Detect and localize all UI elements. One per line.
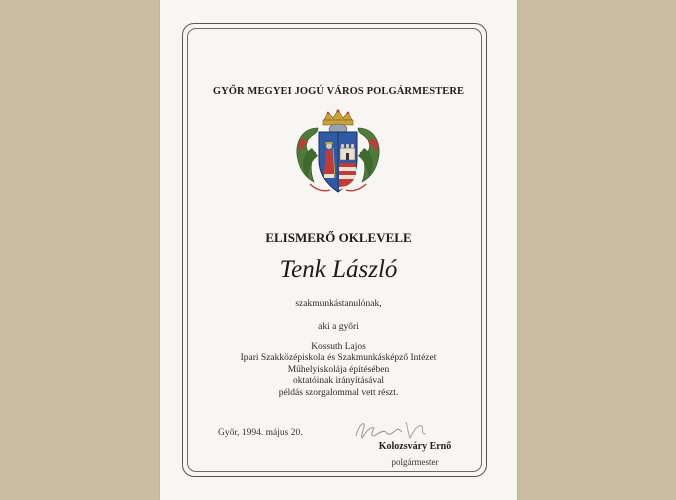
signer-name: Kolozsváry Ernő — [378, 441, 452, 452]
body-line: oktatóinak irányításával — [292, 376, 384, 386]
handwritten-signature — [350, 414, 440, 444]
body-line: aki a győri — [318, 322, 359, 332]
city-coat-of-arms — [288, 108, 388, 196]
signer-title: polgármester — [391, 457, 439, 467]
certificate-title: ELISMERŐ OKLEVELE — [265, 230, 412, 245]
body-line: példás szorgalommal vett részt. — [278, 388, 399, 398]
issuer-heading: GYŐR MEGYEI JOGÚ VÁROS POLGÁRMESTERE — [212, 86, 465, 97]
issue-date: Győr, 1994. május 20. — [218, 428, 303, 438]
body-line: Műhelyiskolája építésében — [287, 365, 390, 375]
body-line: Ipari Szakközépiskola és Szakmunkásképző Intézet — [240, 353, 437, 363]
body-line: Kossuth Lajos — [311, 342, 366, 352]
certificate-paper — [160, 0, 517, 500]
recipient-name: Tenk László — [279, 256, 398, 283]
body-line: szakmunkástanulónak, — [295, 299, 382, 309]
